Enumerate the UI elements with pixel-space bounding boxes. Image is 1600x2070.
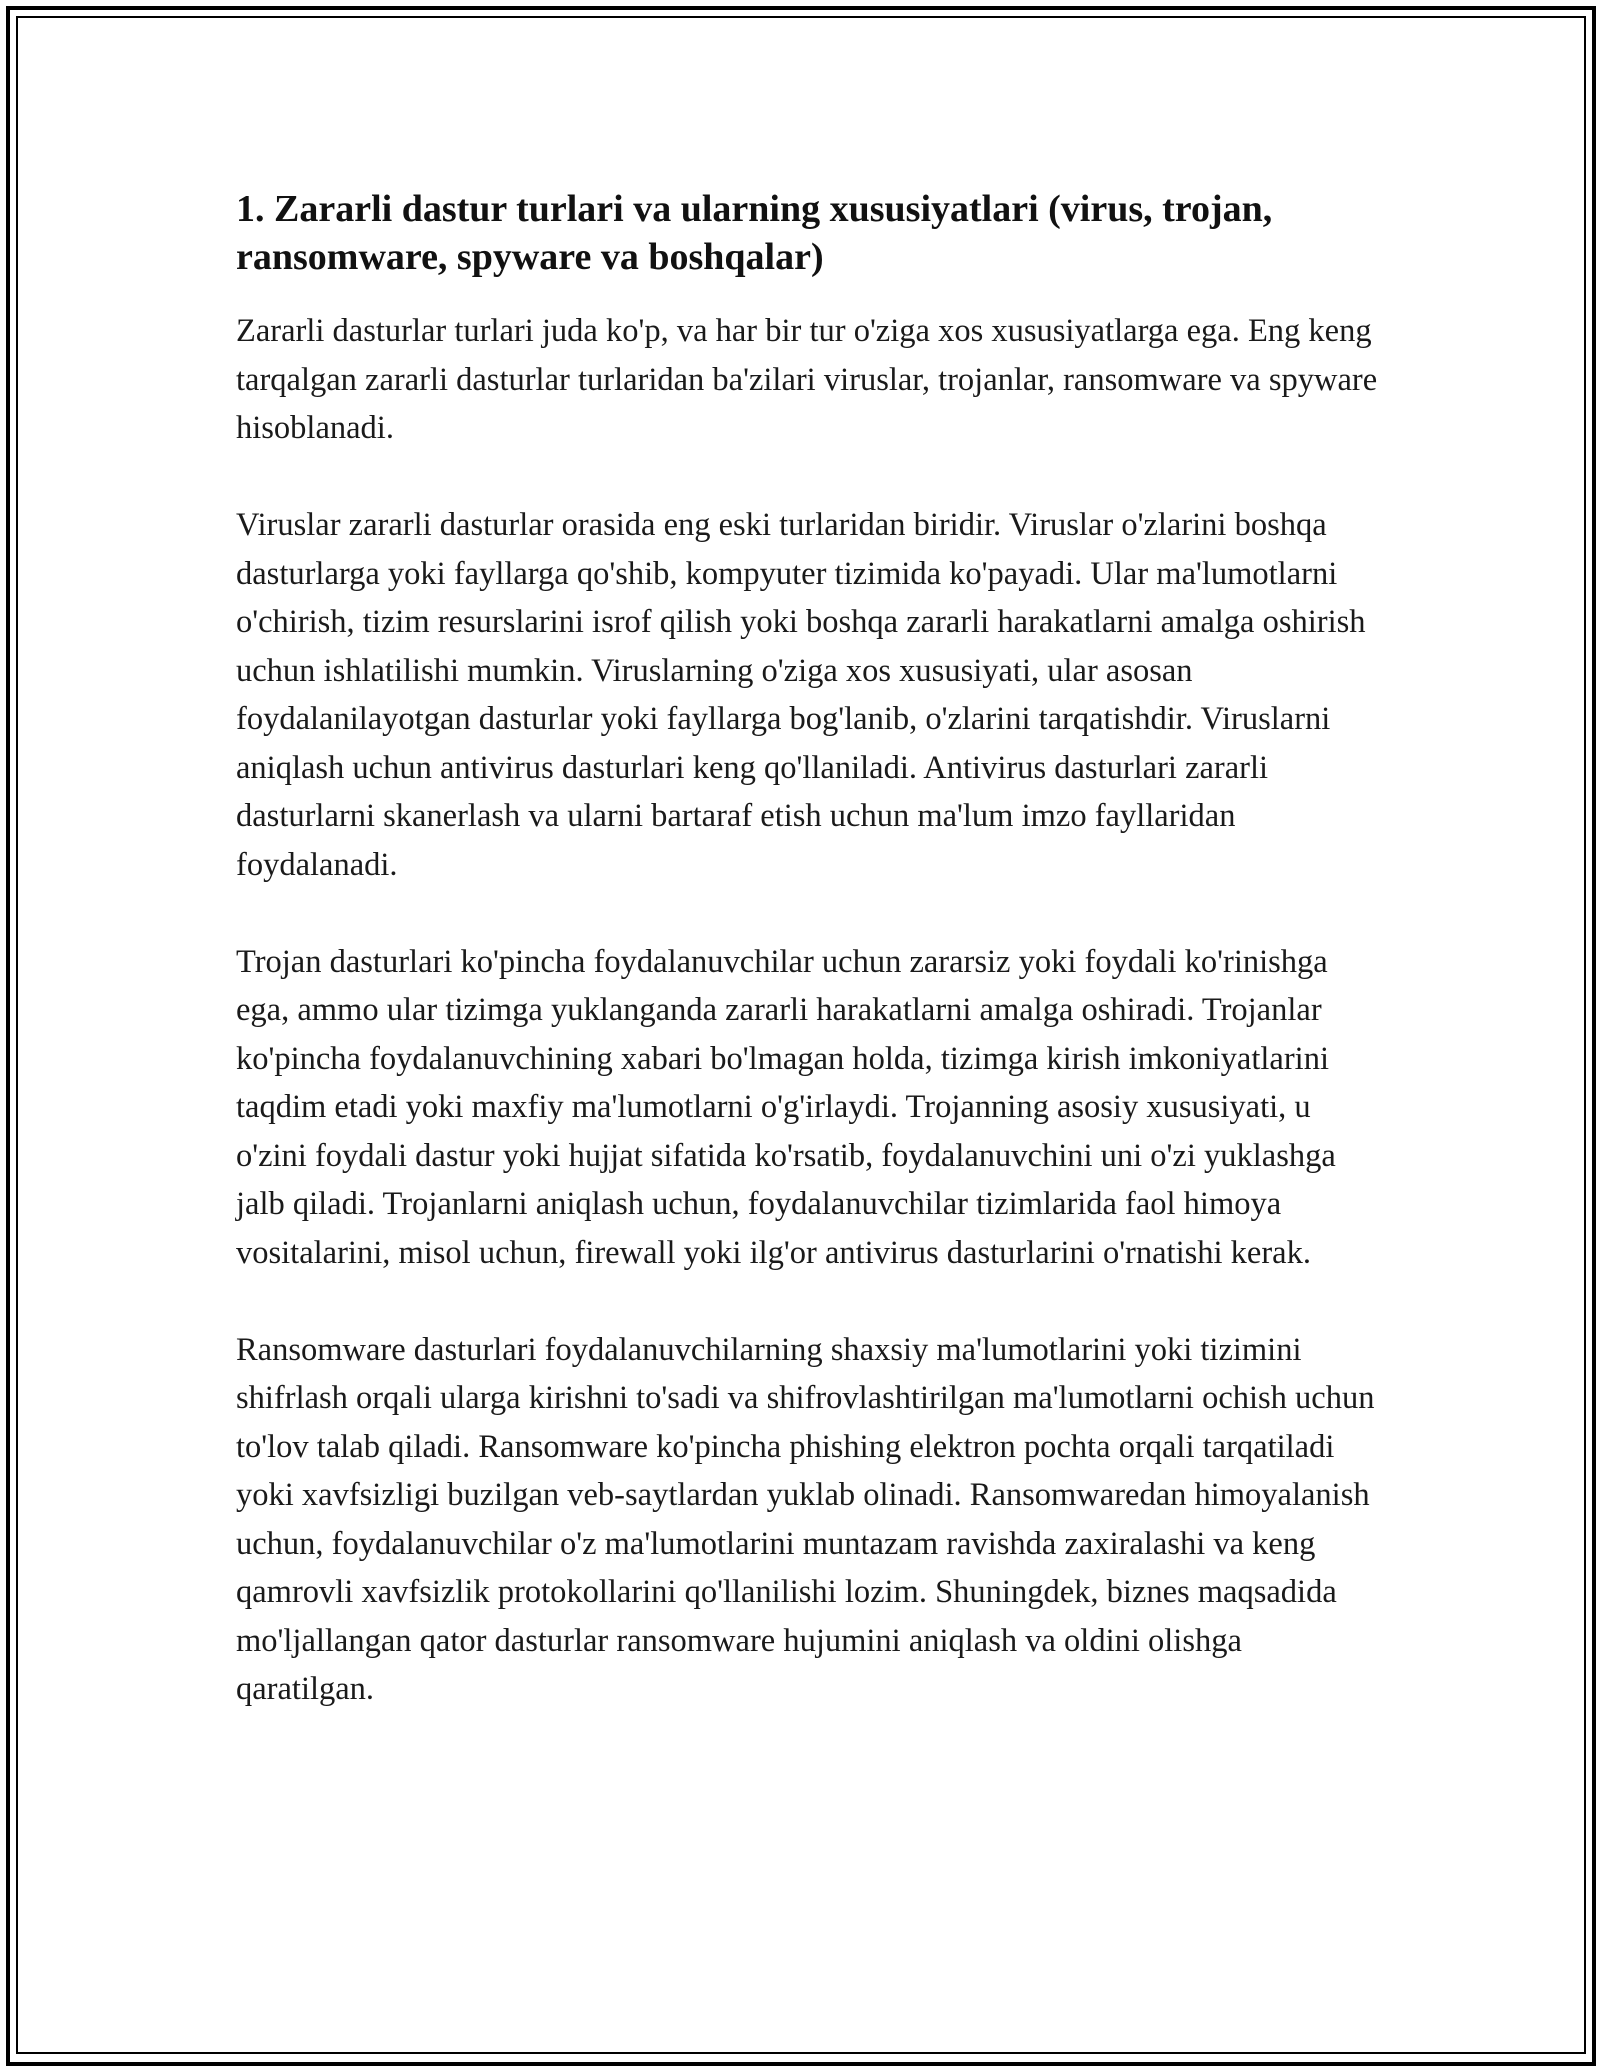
document-body bbox=[236, 185, 1386, 1762]
paragraph-ransomware: Ransomware dasturlari foydalanuvchilarning shaxsiy ma'lumotlarini yoki tizimini shifrlash orqali ularga kirishni to'sadi va shifrovlashtirilgan ma'lumotlarni ochish uchun to'lov talab qiladi. Ransomware ko'pincha phishing elektron pochta orqali tarqatiladi yoki xavfsizligi buzilgan veb-saytlardan yuklab olinadi. Ransomwaredan himoyalanish uchun, foydalanuvchilar o'z ma'lumotlarini muntazam ravishda zaxiralashi va keng qamrovli xavfsizlik protokollarini qo'llanilishi lozim. Shuningdek, biznes maqsadida mo'ljallangan qator dasturlar ransomware hujumini aniqlash va oldini olishga qaratilgan. bbox=[236, 1331, 1375, 1707]
paragraph-trojans: Trojan dasturlari ko'pincha foydalanuvchilar uchun zararsiz yoki foydali ko'rinishga ega, ammo ular tizimga yuklanganda zararli harakatlarni amalga oshiradi. Trojanlar ko'pincha foydalanuvchining xabari bo'lmagan holda, tizimga kirish imkoniyatlarini taqdim etadi yoki maxfiy ma'lumotlarni o'g'irlaydi. Trojanning asosiy xususiyati, u o'zini foydali dastur yoki hujjat sifatida ko'rsatib, foydalanuvchini uni o'zi yuklashga jalb qiladi. Trojanlarni aniqlash uchun, foydalanuvchilar tizimlarida faol himoya vositalarini, misol uchun, firewall yoki ilg'or antivirus dasturlarini o'rnatishi kerak. bbox=[236, 943, 1336, 1271]
section-heading: 1. Zararli dastur turlari va ularning xususiyatlari (virus, trojan, ransomware, spyware va boshqalar) bbox=[236, 188, 1273, 278]
paragraph-intro: Zararli dasturlar turlari juda ko'p, va har bir tur o'ziga xos xususiyatlarga ega. Eng keng tarqalgan zararli dasturlar turlaridan ba'zilari viruslar, trojanlar, ransomware va spyware hisoblanadi. bbox=[236, 313, 1378, 446]
paragraph-viruses: Viruslar zararli dasturlar orasida eng eski turlaridan biridir. Viruslar o'zlarini boshqa dasturlarga yoki fayllarga qo'shib, kompyuter tizimida ko'payadi. Ular ma'lumotlarni o'chirish, tizim resurslarini isrof qilish yoki boshqa zararli harakatlarni amalga oshirish uchun ishlatilishi mumkin. Viruslarning o'ziga xos xususiyati, ular asosan foydalanilayotgan dasturlar yoki fayllarga bog'lanib, o'zlarini tarqatishdir. Viruslarni aniqlash uchun antivirus dasturlari keng qo'llaniladi. Antivirus dasturlari zararli dasturlarni skanerlash va ularni bartaraf etish uchun ma'lum imzo fayllaridan foydalanadi. bbox=[236, 507, 1366, 883]
